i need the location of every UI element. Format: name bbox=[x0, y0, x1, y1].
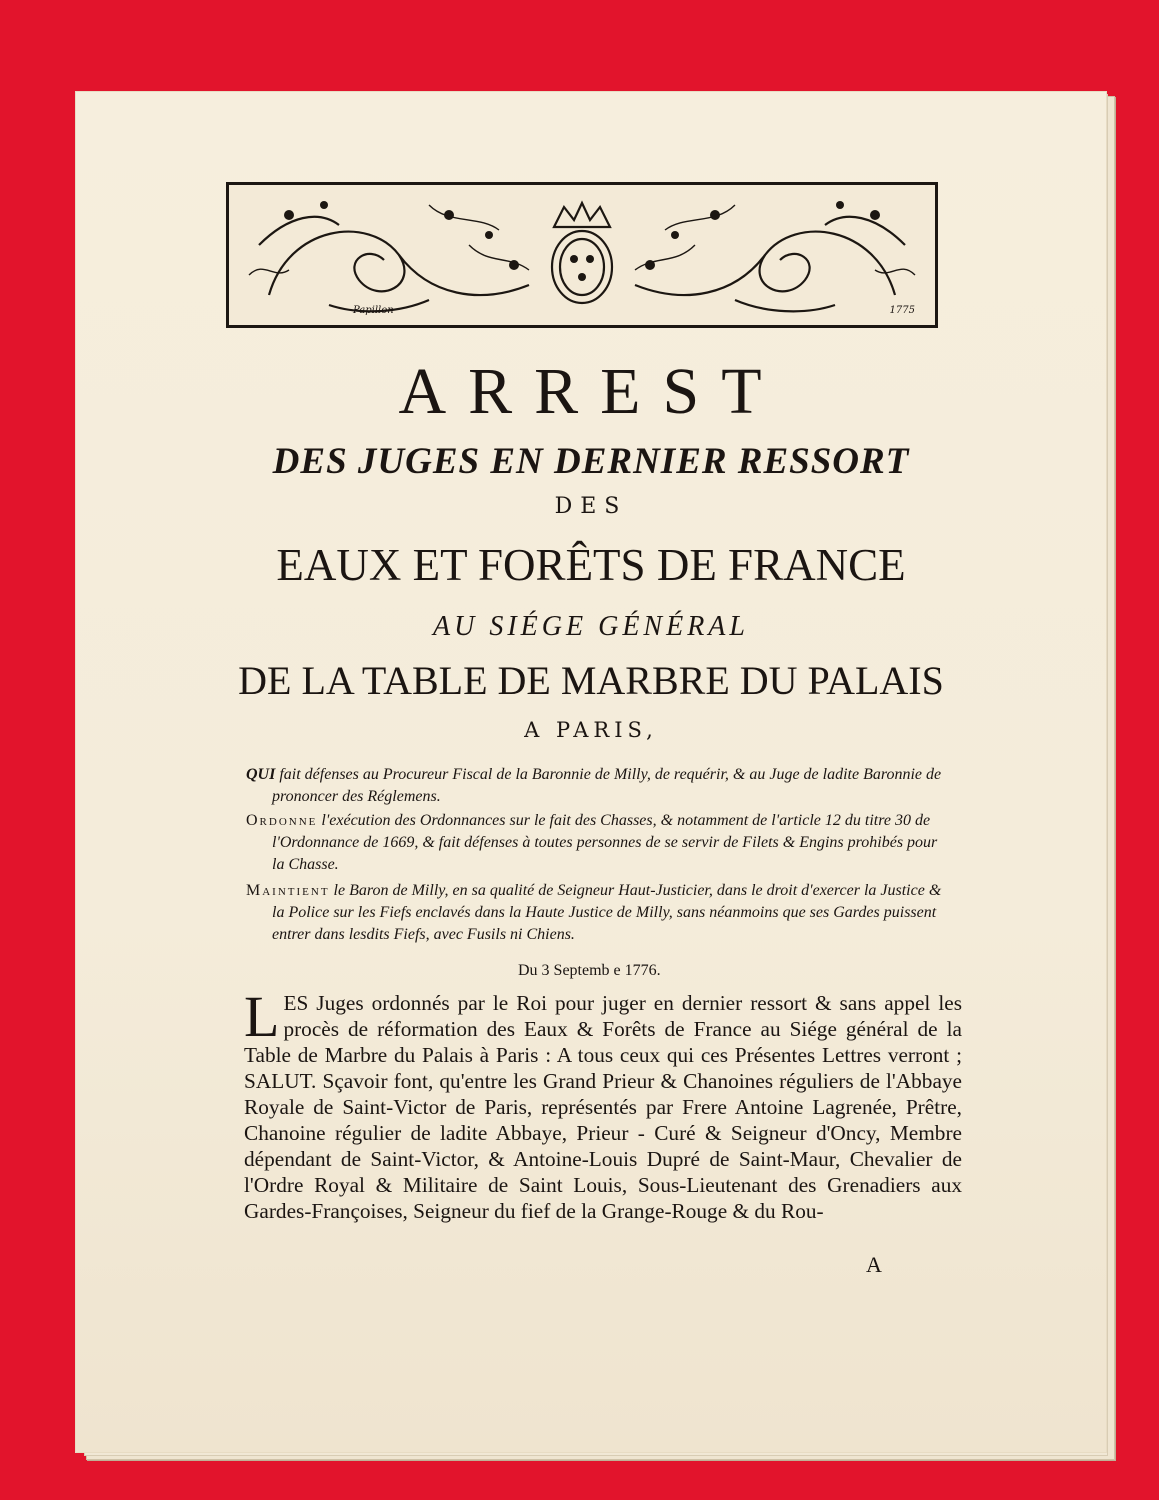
summary-ordonne bbox=[246, 810, 946, 876]
royal-arms-ornament-icon bbox=[229, 185, 935, 325]
summary-maintient-text: le Baron de Milly, en sa qualité de Seigneur Haut-Justicier, dans le droit d'exercer la Justice & la Police sur les Fiefs enclavés dans la Haute Justice de Milly, sans néanmoins que ses Gardes puissent entrer dans lesdits Fiefs, avec Fusils ni Chiens. bbox=[272, 882, 942, 943]
decree-date: Du 3 Septemb e 1776. bbox=[518, 962, 661, 979]
heading-paris: A PARIS, bbox=[524, 718, 658, 742]
heading-table-marbre: DE LA TABLE DE MARBRE DU PALAIS bbox=[238, 658, 944, 703]
document-page bbox=[76, 92, 1106, 1452]
summary-maintient-lead: Maintient bbox=[246, 882, 330, 899]
body-text: ES Juges ordonnés par le Roi pour juger en dernier ressort & sans appel les procès de réformation des Eaux & Forêts de France au Siége général de la Table de Marbre du Palais à Paris : A tous ceux qui ces Présentes Lettres verront ; SALUT. Sçavoir font, qu'entre les Grand Prieur & Chanoines réguliers de l'Abbaye Royale de Saint-Victor de Paris, représentés par Frere Antoine Lagrenée, Prêtre, Chanoine régulier de ladite Abbaye, Prieur - Curé & Seigneur d'Oncy, Membre dépendant de Saint-Victor, & Antoine-Louis Dupré de Saint-Maur, Chevalier de l'Ordre Royal & Militaire de Saint Louis, Sous-Lieutenant des Grenadiers aux Gardes-Françoises, Seigneur du fief de la Grange-Rouge & du Rou- bbox=[244, 991, 962, 1223]
ornamental-headpiece bbox=[226, 182, 938, 328]
engraving-year: 1775 bbox=[889, 305, 915, 316]
summary-qui-lead: QUI bbox=[246, 766, 276, 783]
heading-eaux-forets: EAUX ET FORÊTS DE FRANCE bbox=[276, 540, 906, 590]
heading-des: DES bbox=[554, 494, 628, 519]
drop-cap: L bbox=[244, 984, 280, 1049]
summary-ordonne-lead: Ordonne bbox=[246, 812, 318, 829]
summary-qui bbox=[246, 764, 946, 808]
title-arrest: ARREST bbox=[398, 355, 784, 428]
heading-juges: DES JUGES EN DERNIER RESSORT bbox=[272, 441, 910, 482]
summary-ordonne-text: l'exécution des Ordonnances sur le fait des Chasses, & notamment de l'article 12 du titre 30 de l'Ordonnance de 1669, & fait défenses à toutes personnes de se servir de Filets & Engins prohibés pour la Chasse. bbox=[272, 812, 938, 873]
summary-maintient bbox=[246, 880, 946, 946]
signature-mark: A bbox=[866, 1252, 882, 1277]
heading-siege-general: AU SIÉGE GÉNÉRAL bbox=[433, 611, 749, 642]
engraver-signature: Papillon bbox=[353, 305, 394, 316]
summary-qui-text: fait défenses au Procureur Fiscal de la Baronnie de Milly, de requérir, & au Juge de ladite Baronnie de prononcer des Réglemens. bbox=[272, 766, 942, 805]
body-paragraph bbox=[244, 984, 962, 1224]
